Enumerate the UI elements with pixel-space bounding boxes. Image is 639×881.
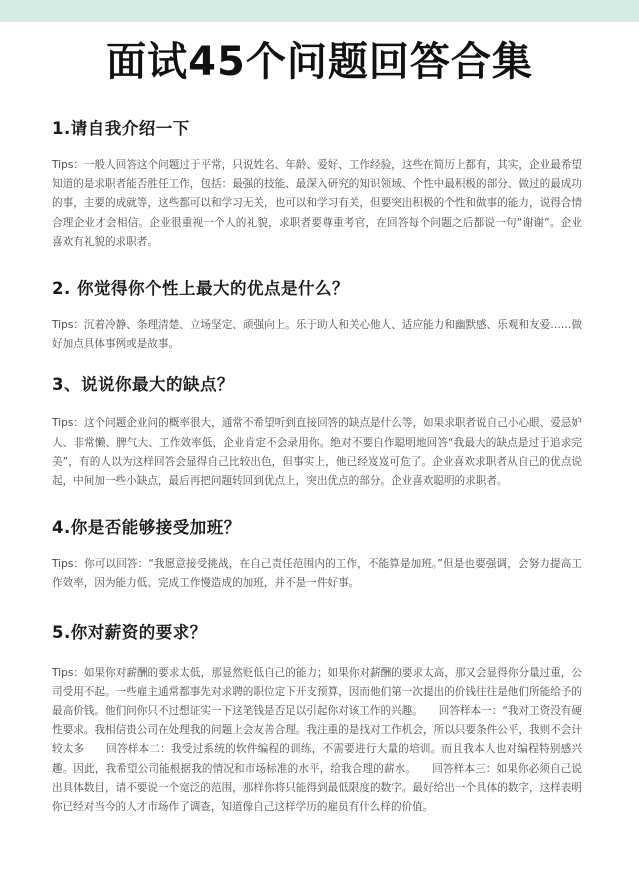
- section-heading: 2. 你觉得你个性上最大的优点是什么？: [52, 279, 349, 299]
- section-body: Tips：你可以回答：“我愿意接受挑战，在自己责任范围内的工作，不能算是加班。”但是也要强调，会努力提高工作效率，因为能力低、完成工作慢造成的加班，并不是一件好事。: [52, 558, 582, 590]
- section-salary: [52, 622, 582, 818]
- document-content: [52, 118, 582, 817]
- section-body: Tips：这个问题企业问的概率很大，通常不希望听到直接回答的缺点是什么等，如果求职者说自己小心眼、爱忌妒人、非常懒、脾气大、工作效率低，企业肯定不会录用你。绝对不要自作聪明地回答“我最大的缺点是过于追求完美”，有的人以为这样回答会显得自己比较出色，但事实上，他已经岌岌可危了。企业喜欢求职者从自己的优点说起，中间加一些小缺点，最后再把问题转回到优点上，突出优点的部分。企业喜欢聪明的求职者。: [52, 417, 582, 488]
- section-heading: 4.你是否能够接受加班？: [52, 518, 241, 538]
- section-heading: 5.你对薪资的要求？: [52, 622, 207, 642]
- section-body: Tips：一般人回答这个问题过于平常，只说姓名、年龄、爱好、工作经验，这些在简历上都有，其实，企业最希望知道的是求职者能否胜任工作，包括：最强的技能、最深入研究的知识领域、个性中最积极的部分、做过的最成功的事，主要的成就等，这些都可以和学习无关，也可以和学习有关，但要突出积极的个性和做事的能力，说得合情合理企业才会相信。企业很重视一个人的礼貌，求职者要尊重考官，在回答每个问题之后都说一句“谢谢”。企业喜欢有礼貌的求职者。: [52, 159, 582, 248]
- section-overtime: [52, 517, 582, 593]
- section-self-introduction: [52, 118, 582, 252]
- section-biggest-weakness: [52, 374, 582, 491]
- section-heading: 1.请自我介绍一下: [52, 119, 190, 138]
- section-heading: 3、说说你最大的缺点？: [52, 375, 234, 395]
- section-body: Tips：如果你对薪酬的要求太低，那显然贬低自己的能力；如果你对薪酬的要求太高，那又会显得你分量过重，公司受用不起。一些雇主通常都事先对求聘的职位定下开支预算，因而他们第一次提出的价钱往往是他们所能给予的最高价钱。他们问你只不过想证实一下这笔钱是否足以引起你对该工作的兴趣。 回答样本一：“我对工资没有硬性要求。我相信贵公司在处理我的问题上会友善合理。我注重的是找对工作机会，所以只要条件公平，我则不会计较太多 回答样本二：我受过系统的软件编程的训练，不需要进行大量的培训。而且我本人也对编程特别感兴趣。因此，我希望公司能根据我的情况和市场标准的水平，给我合理的薪水。 回答样本三：如果你必须自己说出具体数目，请不要说一个宽泛的范围，那样你将只能得到最低限度的数字。最好给出一个具体的数字，这样表明你已经对当今的人才市场作了调查，知道像自己这样学历的雇员有什么样的价值。: [52, 666, 582, 814]
- section-biggest-strength: [52, 278, 582, 354]
- page-title: 面试45个问题回答合集: [106, 39, 533, 85]
- section-body: Tips：沉着冷静、条理清楚、立场坚定、顽强向上。乐于助人和关心他人、适应能力和幽默感、乐观和友爱……做好加点具体事例或是故事。: [52, 319, 582, 351]
- top-color-band: [0, 0, 639, 22]
